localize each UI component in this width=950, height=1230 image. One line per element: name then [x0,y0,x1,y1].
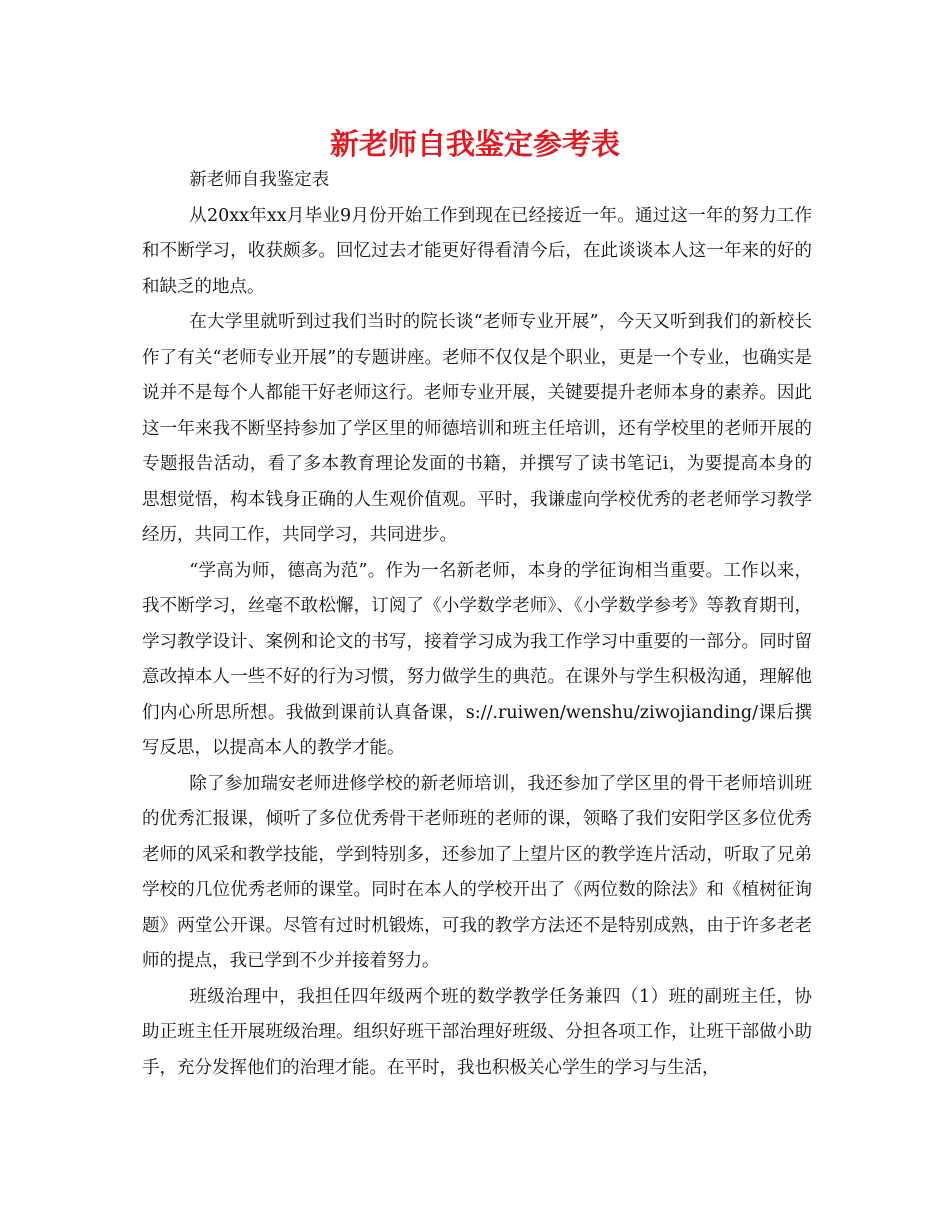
document-body [142,163,812,1086]
paragraph: “学高为师，德高为范”。作为一名新老师，本身的学征询相当重要。工作以来，我不断学习，丝毫不敢松懈，订阅了《小学数学老师》、《小学数学参考》等教育期刊，学习教学设计、案例和论文的书写，接着学习成为我工作学习中重要的一部分。同时留意改掉本人一些不好的行为习惯，努力做学生的典范。在课外与学生积极沟通，理解他们内心所思所想。我做到课前认真备课，s://.ruiwen/wenshu/ziwojianding/课后撰写反思，以提高本人的教学才能。 [142,560,812,758]
paragraph: 班级治理中，我担任四年级两个班的数学教学任务兼四（1）班的副班主任，协助正班主任开展班级治理。组织好班干部治理好班级、分担各项工作，让班干部做小助手，充分发挥他们的治理才能。在平时，我也积极关心学生的学习与生活， [142,986,812,1078]
paragraph: 除了参加瑞安老师进修学校的新老师培训，我还参加了学区里的骨干老师培训班的优秀汇报课，倾听了多位优秀骨干老师班的老师的课，领略了我们安阳学区多位优秀老师的风采和教学技能，学到特别多，还参加了上望片区的教学连片活动，听取了兄弟学校的几位优秀老师的课堂。同时在本人的学校开出了《两位数的除法》和《植树征询题》两堂公开课。尽管有过时机锻炼，可我的教学方法还不是特别成熟，由于许多老老师的提点，我已学到不少并接着努力。 [142,773,812,971]
document-subtitle: 新老师自我鉴定表 [189,170,330,190]
paragraph: 在大学里就听到过我们当时的院长谈“老师专业开展”，今天又听到我们的新校长作了有关“老师专业开展”的专题讲座。老师不仅仅是个职业，更是一个专业，也确实是说并不是每个人都能干好老师这行。老师专业开展，关键要提升老师本身的素养。因此这一年来我不断坚持参加了学区里的师德培训和班主任培训，还有学校里的老师开展的专题报告活动，看了多本教育理论发面的书籍，并撰写了读书笔记i，为要提高本身的思想觉悟，构本钱身正确的人生观价值观。平时，我谦虚向学校优秀的老老师学习教学经历，共同工作，共同学习，共同进步。 [142,312,812,545]
paragraph: 从20xx年xx月毕业9月份开始工作到现在已经接近一年。通过这一年的努力工作和不断学习，收获颇多。回忆过去才能更好得看清今后，在此谈谈本人这一年来的好的和缺乏的地点。 [142,205,812,297]
document-title: 新老师自我鉴定参考表 [329,127,620,161]
